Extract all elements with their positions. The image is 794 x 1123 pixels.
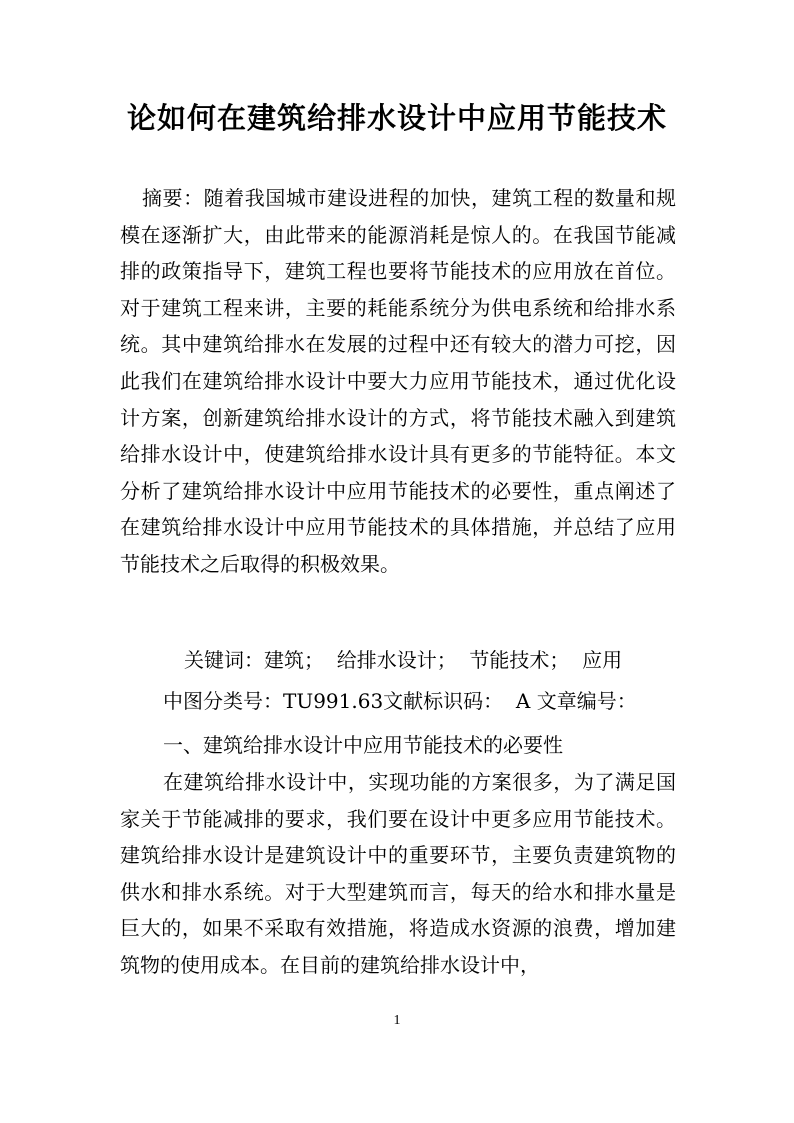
abstract-paragraph: 摘要：随着我国城市建设进程的加快，建筑工程的数量和规模在逐渐扩大，由此带来的能源消耗是惊人的。在我国节能减排的政策指导下，建筑工程也要将节能技术的应用放在首位。对于建筑工程来讲，主要的耗能系统分为供电系统和给排水系统。其中建筑给排水在发展的过程中还有较大的潜力可挖，因此我们在建筑给排水设计中要大力应用节能技术，通过优化设计方案，创新建筑给排水设计的方式，将节能技术融入到建筑给排水设计中，使建筑给排水设计具有更多的节能特征。本文分析了建筑给排水设计中应用节能技术的必要性，重点阐述了在建筑给排水设计中应用节能技术的具体措施，并总结了应用节能技术之后取得的积极效果。 bbox=[120, 186, 676, 576]
classification-line: 中图分类号：TU991.63文献标识码： A 文章编号： bbox=[163, 689, 637, 713]
section-paragraph: 在建筑给排水设计中，实现功能的方案很多，为了满足国家关于节能减排的要求，我们要在设计中更多应用节能技术。建筑给排水设计是建筑设计中的重要环节，主要负责建筑物的供水和排水系统。对于大型建筑而言，每天的给水和排水量是巨大的，如果不采取有效措施，将造成水资源的浪费，增加建筑物的使用成本。在目前的建筑给排水设计中， bbox=[120, 770, 676, 977]
section-heading: 一、建筑给排水设计中应用节能技术的必要性 bbox=[163, 733, 563, 757]
document-title: 论如何在建筑给排水设计中应用节能技术 bbox=[126, 101, 667, 135]
keywords-line: 关键词：建筑； 给排水设计； 节能技术； 应用 bbox=[184, 648, 623, 672]
page-number: 1 bbox=[393, 1013, 401, 1028]
